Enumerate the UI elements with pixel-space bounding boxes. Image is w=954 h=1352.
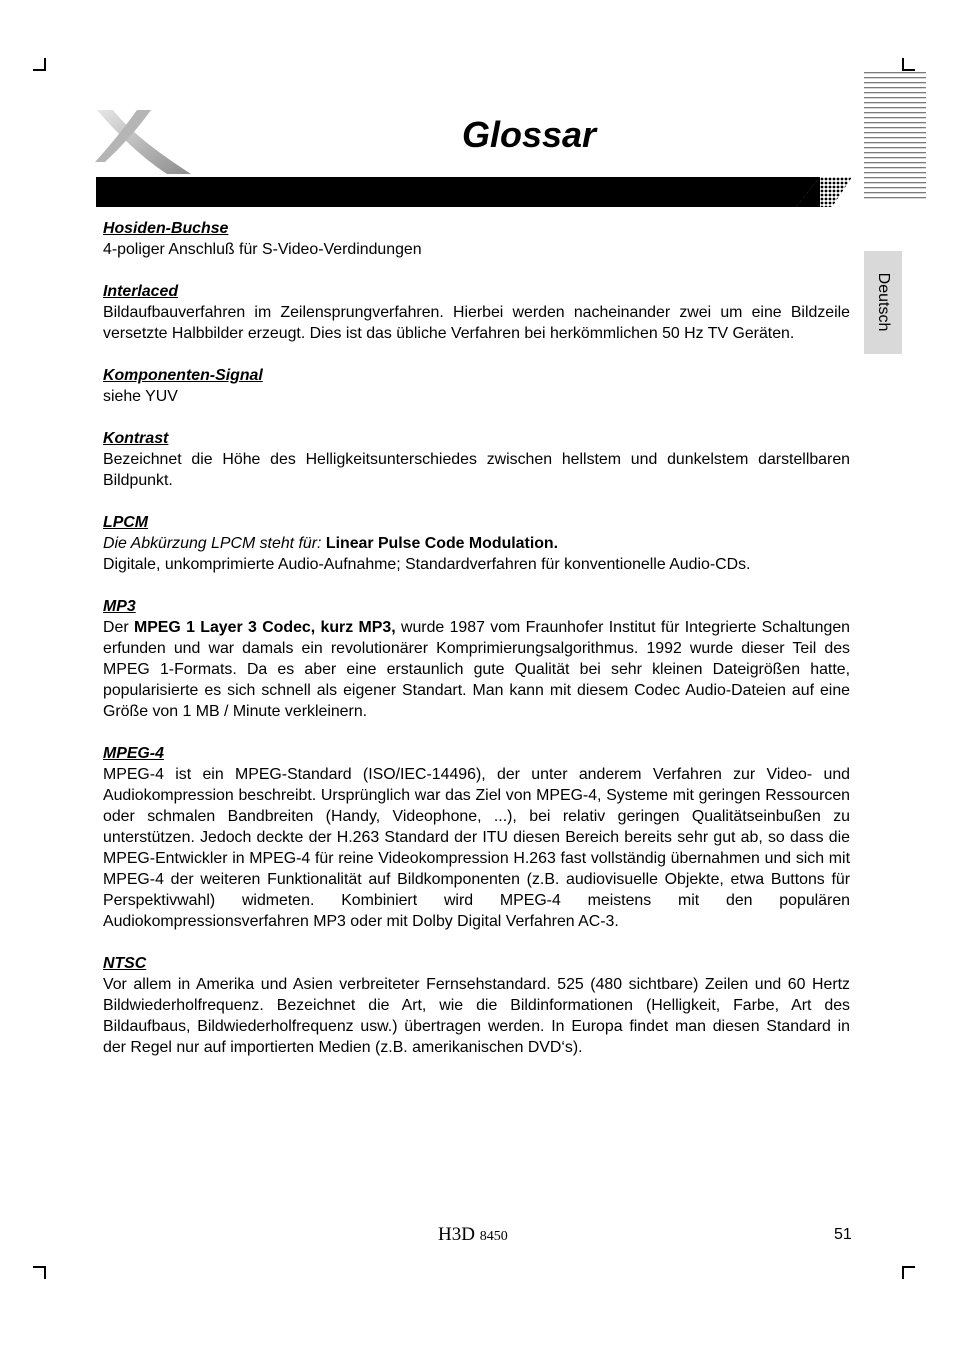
mp3-text-before: Der	[103, 619, 134, 636]
glossary-definition: Bildaufbauverfahren im Zeilensprungverfahren. Hierbei werden nacheinander zwei um eine Bildzeile versetzte Halbbilder erzeugt. Dies ist das übliche Verfahren bei herkömmlichen 50 Hz TV Geräten.	[103, 304, 850, 342]
glossary-entry	[103, 365, 850, 407]
header-bar	[96, 177, 852, 207]
brand-x-logo-icon	[95, 108, 195, 176]
glossary-entry	[103, 512, 850, 575]
glossary-definition	[103, 617, 850, 722]
glossary-entry	[103, 428, 850, 491]
page-title: Glossar	[462, 114, 597, 155]
glossary-definition: Bezeichnet die Höhe des Helligkeitsunterschiedes zwischen hellstem und dunkelstem darstellbaren Bildpunkt.	[103, 451, 850, 489]
glossary-entry	[103, 218, 850, 260]
mp3-text: wurde 1987 vom Fraunhofer Institut für Integrierte Schaltungen erfunden und war damals ein revolutionärer Komprimierungsalgorithmus. 1992 wurde dieser Teil des MPEG 1-Formats. Da es aber eine erstaunlich gute Qualität bei sehr kleinen Dateigrößen hatte, popularisierte es sich schnell als eigener Standart. Man kann mit diesem Codec Audio-Dateien auf eine Größe von 1 MB / Minute verkleinern.	[103, 619, 850, 720]
footer-model-name	[438, 1224, 508, 1246]
glossary-term: MP3	[103, 598, 136, 615]
glossary-term: Interlaced	[103, 283, 179, 300]
model-prefix: H3D	[438, 1224, 475, 1245]
mp3-text-bold: MPEG 1 Layer 3 Codec, kurz MP3,	[133, 619, 396, 636]
crop-mark-bottom-left	[44, 1266, 46, 1279]
decorative-stripes	[864, 72, 926, 200]
language-tab	[864, 251, 902, 354]
glossary-content	[103, 218, 850, 1079]
model-number: 8450	[479, 1229, 508, 1244]
glossary-entry	[103, 743, 850, 932]
glossary-entry	[103, 953, 850, 1058]
glossary-term: Komponenten-Signal	[103, 367, 263, 384]
glossary-definition: 4-poliger Anschluß für S-Video-Verdindungen	[103, 241, 422, 258]
crop-mark-bottom-right	[902, 1266, 904, 1279]
glossary-term: Hosiden-Buchse	[103, 220, 229, 237]
glossary-term: NTSC	[103, 955, 147, 972]
lpcm-intro-bold: Linear Pulse Code Modulation.	[325, 535, 559, 552]
glossary-term: LPCM	[103, 514, 149, 531]
glossary-term: Kontrast	[103, 430, 169, 447]
glossary-definition-intro	[103, 533, 850, 554]
glossary-definition: Digitale, unkomprimierte Audio-Aufnahme; Standardverfahren für konventionelle Audio-CDs.	[103, 556, 751, 573]
page-number: 51	[834, 1226, 852, 1243]
crop-mark-top-left	[33, 69, 46, 71]
glossary-definition: siehe YUV	[103, 388, 178, 405]
glossary-definition: Vor allem in Amerika und Asien verbreiteter Fernsehstandard. 525 (480 sichtbare) Zeilen und 60 Hertz Bildwiederholfrequenz. Bezeichnet die Art, wie die Bildinformationen (Helligkeit, Farbe, Art des Bildaufbaus, Bildwiederholfrequenz usw.) übertragen werden. In Europa findet man diesen Standard in der Regel nur auf importierten Medien (z.B. amerikanischen DVD‘s).	[103, 976, 850, 1056]
glossary-definition: MPEG-4 ist ein MPEG-Standard (ISO/IEC-14496), der unter anderem Verfahren zur Video- und Audiokompression beschreibt. Ursprünglich war das Ziel von MPEG-4, Systeme mit geringen Ressourcen oder schmalen Bandbreiten (Handy, Videophone, ...), bei relativ geringen Qualitätseinbußen zu unterstützen. Jedoch deckte der H.263 Standard der ITU diesen Bereich bereits sehr gut ab, so dass die MPEG-Entwickler in MPEG-4 für reine Videokompression H.263 fast vollständig übernahmen und sich mit MPEG-4 der weiteren Funktionalität auf Bildkomponenten (z.B. audiovisuelle Objekte, etwa Buttons für Perspektivwahl) widmeten. Kombiniert wird MPEG-4 meistens mit den populären Audiokompressionsverfahren MP3 oder mit Dolby Digital Verfahren AC-3.	[103, 766, 850, 930]
crop-mark-top-right	[902, 69, 915, 71]
glossary-term: MPEG-4	[103, 745, 164, 762]
glossary-entry	[103, 281, 850, 344]
language-tab-label: Deutsch	[875, 272, 892, 332]
lpcm-intro-italic: Die Abkürzung LPCM steht für:	[103, 535, 326, 552]
glossary-entry	[103, 596, 850, 722]
